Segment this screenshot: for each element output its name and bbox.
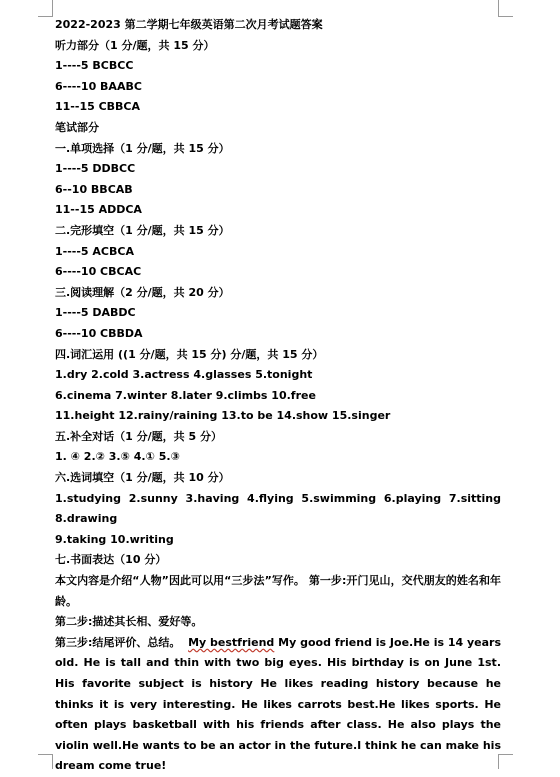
section-heading-written: 笔试部分 (55, 120, 99, 134)
answer-line: 1.dry 2.cold 3.actress 4.glasses 5.tonight (55, 368, 313, 382)
section-heading-reading: 三.阅读理解（2 分/题，共 20 分） (55, 285, 230, 299)
answer-line: 6--10 BBCAB (55, 182, 133, 196)
section-heading-dialogue: 五.补全对话（1 分/题，共 5 分） (55, 429, 222, 443)
answer-line: 6----10 CBBDA (55, 326, 143, 340)
answer-line: 1----5 DABDC (55, 306, 136, 320)
section-heading-word-choice: 六.选词填空（1 分/题，共 10 分） (55, 471, 230, 485)
doc-title: 2022-2023 第二学期七年级英语第二次月考试题答案 (55, 18, 323, 31)
answer-line: 6----10 CBCAC (55, 265, 142, 279)
step-three-label: 第三步:结尾评价、总结。 (55, 635, 181, 649)
answer-line: 1.studying 2.sunny 3.having 4.flying 5.swimming 6.playing 7.sitting 8.drawing (55, 491, 501, 526)
model-essay (55, 633, 501, 777)
crop-mark-top-left (38, 0, 53, 17)
writing-intro: 本文内容是介绍“人物”因此可以用“三步法”写作。 第一步:开门见山，交代朋友的姓名和年龄。 (55, 574, 501, 608)
answer-key-document (55, 15, 501, 777)
answer-line: 11--15 ADDCA (55, 203, 142, 217)
answer-line: 6----10 BAABC (55, 79, 142, 93)
answer-line: 11--15 CBBCA (55, 100, 141, 114)
answer-line: 1. ④ 2.② 3.⑤ 4.① 5.③ (55, 450, 180, 464)
answer-line: 6.cinema 7.winter 8.later 9.climbs 10.free (55, 388, 316, 402)
section-heading-vocabulary: 四.词汇运用 ((1 分/题，共 15 分) 分/题，共 15 分） (55, 347, 324, 361)
section-heading-single-choice: 一.单项选择（1 分/题，共 15 分） (55, 141, 230, 155)
writing-step-two: 第二步:描述其长相、爱好等。 (55, 615, 203, 629)
section-heading-writing: 七.书面表达（10 分） (55, 553, 167, 567)
answer-line: 1----5 BCBCC (55, 59, 134, 73)
essay-body: My good friend is Joe.He is 14 years old. He is tall and thin with two big eyes. His birthday is on June 1st. His favorite subject is history He likes reading history because he thinks it is very interesting. He likes carrots best.He likes sports. He often plays basketball with his friends after class. He also plays the violin well.He wants to be an actor in the future.I think he can make his dream come true! (55, 635, 502, 773)
section-heading-cloze: 二.完形填空（1 分/题，共 15 分） (55, 223, 230, 237)
crop-mark-bottom-left (38, 754, 53, 769)
answer-line: 1----5 ACBCA (55, 244, 134, 258)
spellcheck-flagged-text: My bestfriend (188, 635, 275, 649)
answer-line: 1----5 DDBCC (55, 162, 136, 176)
answer-line: 11.height 12.rainy/raining 13.to be 14.show 15.singer (55, 409, 391, 423)
answer-line: 9.taking 10.writing (55, 532, 174, 546)
section-heading-listening: 听力部分（1 分/题，共 15 分） (55, 38, 215, 52)
